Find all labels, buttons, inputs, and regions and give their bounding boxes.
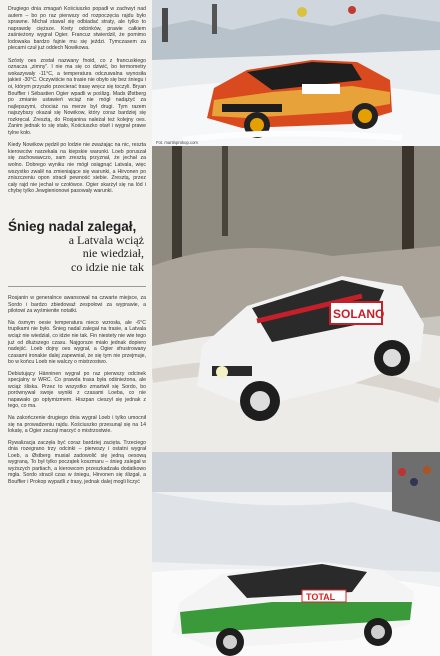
paragraph: Rywalizacja zaczęła być coraz bardziej zacięta. Trzeciego dnia rozegrano trzy odcinki – pierwszy i ostatni wygrał Loeb, a Østberg musiał zadowolić się jedną oesową wygraną. To był tylko początek koszmaru – śnieg zalegał w wyższych partiach, a kierowcom przeszkadzała dodatkowo mgła. Sordo stracił czas w śniegu, Hirvonen się ślizgał, a Bouffier i Prokop wypadli z trasy, jednak dalej mogli liczyć [8,439,146,485]
article-column [0,0,148,656]
rally-photo-mini [152,146,440,452]
headline-line: nie wiedział, [82,246,144,261]
car-decal-text: SOLANO [333,307,385,321]
pull-quote-headline [8,219,146,275]
paragraph: Rosjanin w generalnce awansował na czwarte miejsce, za Sordo i bardzo zbiedowaź zespołowi za wyprawie, a pilotowi za wyśmienite notatki. [8,295,146,315]
rally-photo-fiesta [152,0,440,146]
rally-photo-skoda [152,452,440,656]
divider [8,286,146,287]
headline-line: Śnieg nadal zalegał, [8,218,137,234]
paragraph: Na ósmym oesie temperatura nieco wzrosła, ale -6°C trupikami nie było. Śnieg nadal zalegał na trasie, a Latvala wciąż nie wiedział, co idzie nie tak. Fin niestety nie wie tego już od dłuższego czasu. Najgorsze miało jednak dopiero nadejść. Loeb dojny oes wygrał, a Ogier sfrustrowany czasami ironakie dalej zapewniał, że się tym nie przejmuje, bo w końcu Loeb nie walczy o mistrzostwo. [8,319,146,366]
photo-credit: Fot. martinprokop.com [156,140,198,145]
photo-credit [156,146,240,147]
photo-column [152,0,440,656]
car-decal-text: TOTAL [306,592,336,602]
paragraph: Drugiego dnia zmagań Kościuszko popadł w zachwyt nad autem – bo po raz pierwszy od rozpoczęcia rajdu było sprawne. Michał stawał się odbiadać straty, ale tylko to naprawdę cięższe. Krety odcinków, prawie całkiem zaśnieżony wygrał Ogier. Francuz stwierdził, że pomimo lodowaka bardzo fajnie mu się jeździ. Tymczasem za plecami czuł już oddech Nowikowa. [8,6,146,52]
headline-line: co idzie nie tak [71,259,144,274]
paragraph: Kiedy Nowikow pędził po lodzie nie zważając na nic, reszta kierowców narzekała na kiepskie warunki. Loeb poruszał się zachowawczo, sam zresztą przyznał, że jechał za wolno. Dobrego wyniku nie mógł osiągnąć Latvala, więc wszystko zwalił na zmieniające się warunki, a Hirvonen po zniszczeniu opon stracił pewność siebie. Zresztą, przez cały rajd nie jechał w czołówce. Ogier skarżył się na lód i chybę tylko Jewgienionowi pasowały warunki. [8,142,146,195]
paragraph: Na zakończenie drugiego dnia wygrał Loeb i tylko umocnił się na prowadzeniu rajdu. Kościuszko przesunął się na 14 lokatę, a Ogier zaczął marzyć o mistrzostwie. [8,415,146,435]
paragraph: Szósty oes został nazwany fnoid, co z francuskiego oznacza „zimny”. I nie ma się co dziwić, bo termometry wskazywały -11°C, a temperatura odczuwalna wynosiła jakieś -30°C. Oczywiście na trasie nie obyło się bez śniegu i oi, którym przyszło przecierać trasę wręcz się toczyli. Bryan Bouffier i Sébastien Ogier wpadli w poślizg. Mads Østberg po zmianie ustawień wciąż nie mógł nadążyć za najlepszymi, chociaż na merze był drugi. Tym razem najszybszy okazał się Nowikow, który coraz bardziej się rozkręcał. Zresztą, do Rosjanina należał też kolejny oes. Zanim jednak to się stało, Kościuszko otarł i wygrał prawe tylne koło. [8,57,146,136]
paragraph: Debiutujący Hänninen wygrał po raz pierwszy odcinek specjalny w WRC. Co prawda trasa była odśnieżona, ale wciąż śliska. Przez to wszystko zmartwił się Sordo, bo porównywał swoje wyniki z czasami Loeba, co nie napawało go optymizmem. Hiszpan cieszył się jednak z tego, co ma. [8,370,146,410]
headline-line: a Latvala wciąż [68,232,144,247]
